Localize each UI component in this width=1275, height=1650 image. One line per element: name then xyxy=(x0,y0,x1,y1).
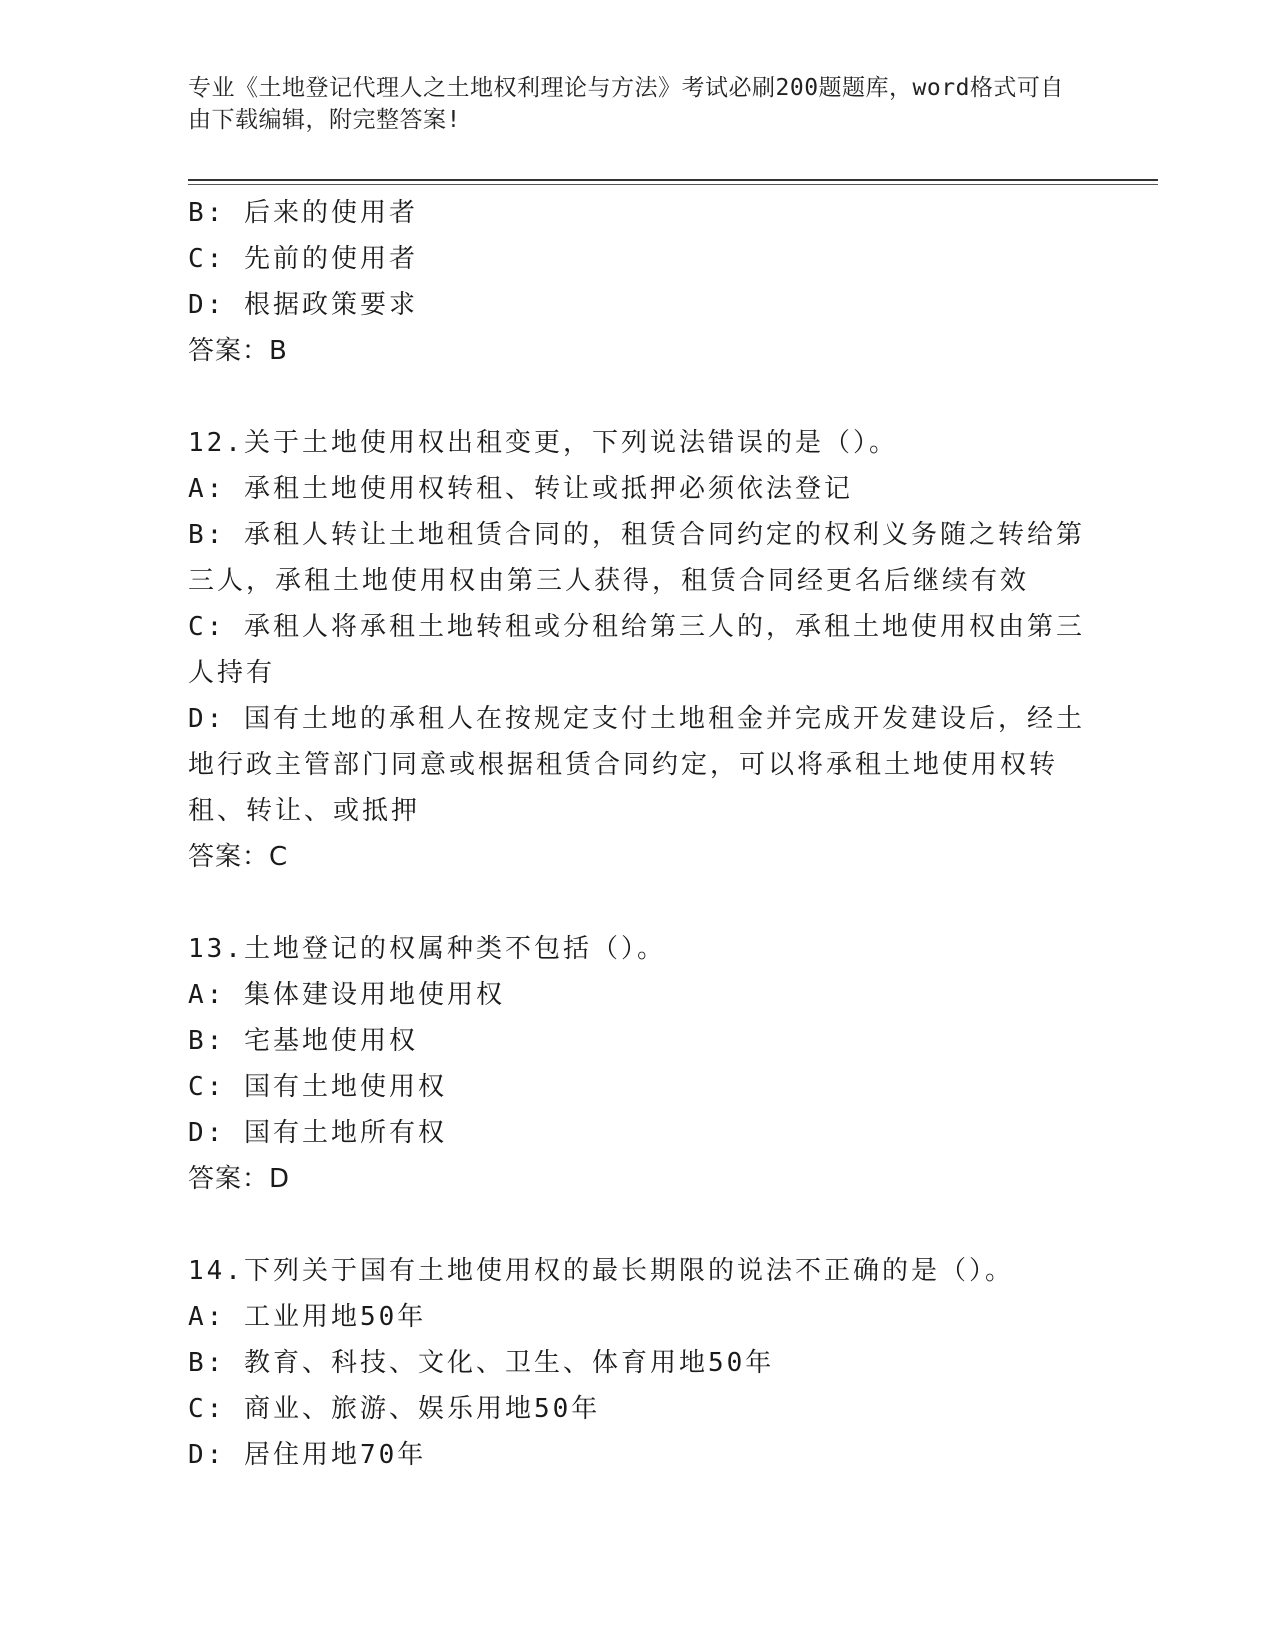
option-d: D: 根据政策要求 xyxy=(188,290,418,320)
question-12 xyxy=(188,420,1088,880)
header-divider-thin xyxy=(188,184,1158,185)
option-c: C: 承租人将承租土地转租或分租给第三人的，承租土地使用权由第三人持有 xyxy=(188,612,1085,688)
question-spacer xyxy=(188,1202,1088,1248)
question-14 xyxy=(188,1248,1088,1478)
option-c: C: 国有土地使用权 xyxy=(188,1072,447,1102)
option-a: A: 集体建设用地使用权 xyxy=(188,980,505,1010)
previous-question-tail xyxy=(188,190,1088,374)
option-b: B: 教育、科技、文化、卫生、体育用地50年 xyxy=(188,1348,775,1378)
option-b: B: 承租人转让土地租赁合同的，租赁合同约定的权利义务随之转给第三人，承租土地使用权由第三人获得，租赁合同经更名后继续有效 xyxy=(188,520,1085,596)
question-stem: 12.关于土地使用权出租变更，下列说法错误的是（）。 xyxy=(188,428,898,458)
option-d: D: 国有土地的承租人在按规定支付土地租金并完成开发建设后，经土地行政主管部门同意或根据租赁合同约定，可以将承租土地使用权转租、转让、或抵押 xyxy=(188,704,1085,826)
option-d: D: 国有土地所有权 xyxy=(188,1118,447,1148)
question-spacer xyxy=(188,374,1088,420)
answer-line: 答案：B xyxy=(188,336,288,366)
header-divider-thick xyxy=(188,179,1158,181)
question-list xyxy=(188,190,1088,1478)
header-note: 专业《土地登记代理人之土地权利理论与方法》考试必刷200题题库，word格式可自由下载编辑，附完整答案! xyxy=(188,75,1064,133)
question-stem: 14.下列关于国有土地使用权的最长期限的说法不正确的是（）。 xyxy=(188,1256,1014,1286)
option-c: C: 先前的使用者 xyxy=(188,244,418,274)
option-b: B: 宅基地使用权 xyxy=(188,1026,418,1056)
answer-line: 答案：D xyxy=(188,1164,291,1194)
option-a: A: 承租土地使用权转租、转让或抵押必须依法登记 xyxy=(188,474,853,504)
question-13 xyxy=(188,926,1088,1202)
option-b: B: 后来的使用者 xyxy=(188,198,418,228)
option-a: A: 工业用地50年 xyxy=(188,1302,427,1332)
option-d: D: 居住用地70年 xyxy=(188,1440,427,1470)
question-stem: 13.土地登记的权属种类不包括（）。 xyxy=(188,934,666,964)
option-c: C: 商业、旅游、娱乐用地50年 xyxy=(188,1394,601,1424)
question-spacer xyxy=(188,880,1088,926)
answer-line: 答案：C xyxy=(188,842,289,872)
